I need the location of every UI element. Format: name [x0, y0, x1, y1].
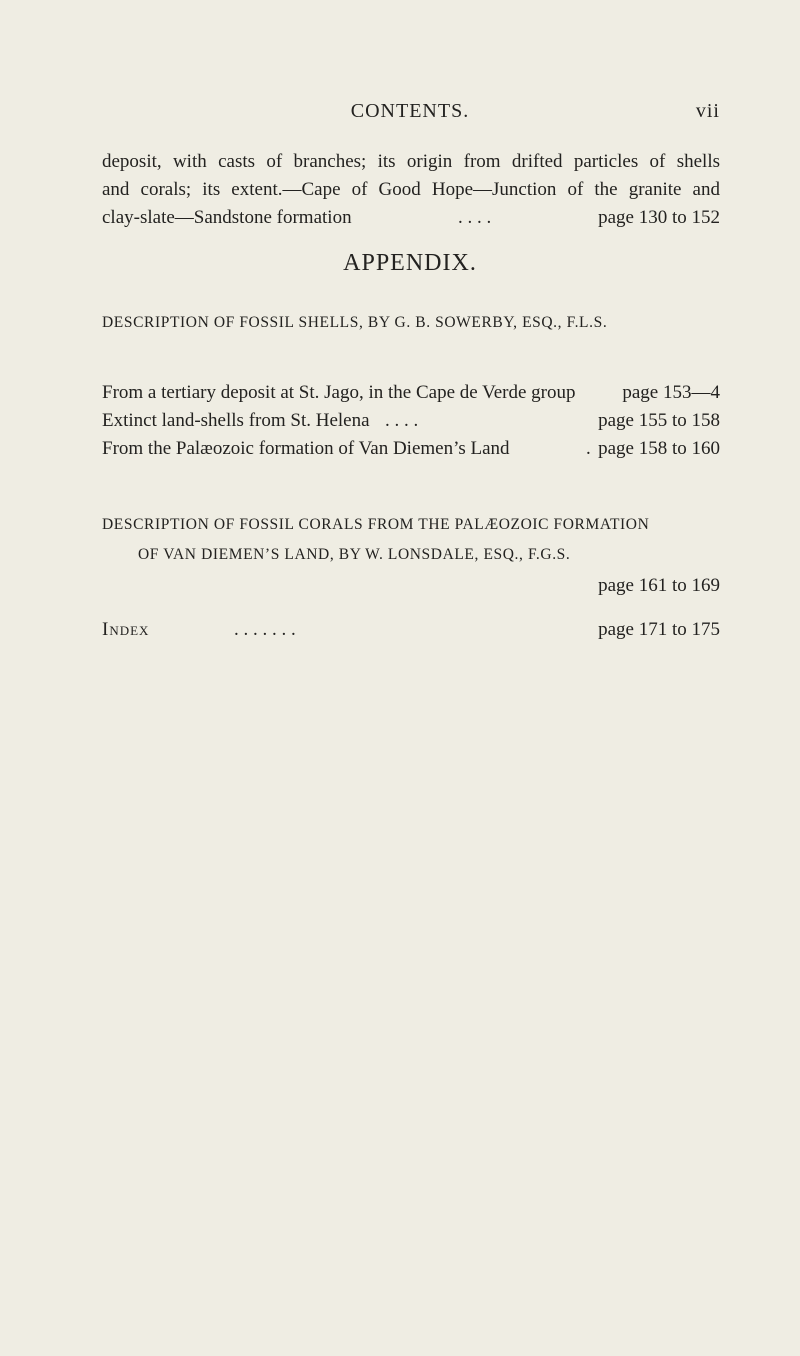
- toc-page-ref: page 171 to 175: [598, 619, 720, 640]
- section-title-fossil-corals: DESCRIPTION OF FOSSIL CORALS FROM THE PALÆOZOIC FORMATION: [102, 516, 650, 533]
- toc-leader-dots: . . . .: [385, 410, 419, 431]
- page-number: vii: [695, 100, 720, 122]
- running-head: [100, 100, 720, 130]
- toc-entry-text: From the Palæozoic formation of Van Diemen’s Land: [102, 438, 510, 459]
- toc-entry-text: clay-slate—Sandstone formation: [102, 207, 352, 228]
- toc-leader-dots: . . . . . . .: [234, 619, 296, 640]
- toc-leader-dots: . . . .: [458, 207, 492, 228]
- toc-entry-text: Extinct land-shells from St. Helena: [102, 410, 370, 431]
- toc-page-ref: page 155 to 158: [598, 410, 720, 431]
- toc-entry: [102, 437, 720, 461]
- toc-entry-index: [102, 618, 720, 642]
- toc-page-ref: page 153—4: [622, 382, 720, 403]
- continuation-line: deposit, with casts of branches; its origin from drifted particles of shells: [102, 151, 720, 172]
- toc-entry: [102, 381, 720, 405]
- section-title-fossil-shells: DESCRIPTION OF FOSSIL SHELLS, BY G. B. SOWERBY, ESQ., F.L.S.: [102, 314, 608, 331]
- appendix-heading: APPENDIX.: [343, 250, 477, 276]
- toc-entry: [102, 206, 720, 230]
- toc-page-ref: page 130 to 152: [598, 207, 720, 228]
- running-title: CONTENTS.: [350, 100, 470, 122]
- toc-leader-dots: .: [586, 438, 591, 459]
- toc-entry-text: From a tertiary deposit at St. Jago, in the Cape de Verde group: [102, 382, 576, 403]
- toc-page-ref: page 158 to 160: [598, 438, 720, 459]
- toc-entry: [102, 409, 720, 433]
- section-title-fossil-corals-continued: OF VAN DIEMEN’S LAND, BY W. LONSDALE, ESQ., F.G.S.: [138, 546, 571, 563]
- index-label: Index: [102, 619, 150, 640]
- continuation-line: and corals; its extent.—Cape of Good Hope—Junction of the granite and: [102, 179, 720, 200]
- toc-page-ref: page 161 to 169: [598, 575, 720, 596]
